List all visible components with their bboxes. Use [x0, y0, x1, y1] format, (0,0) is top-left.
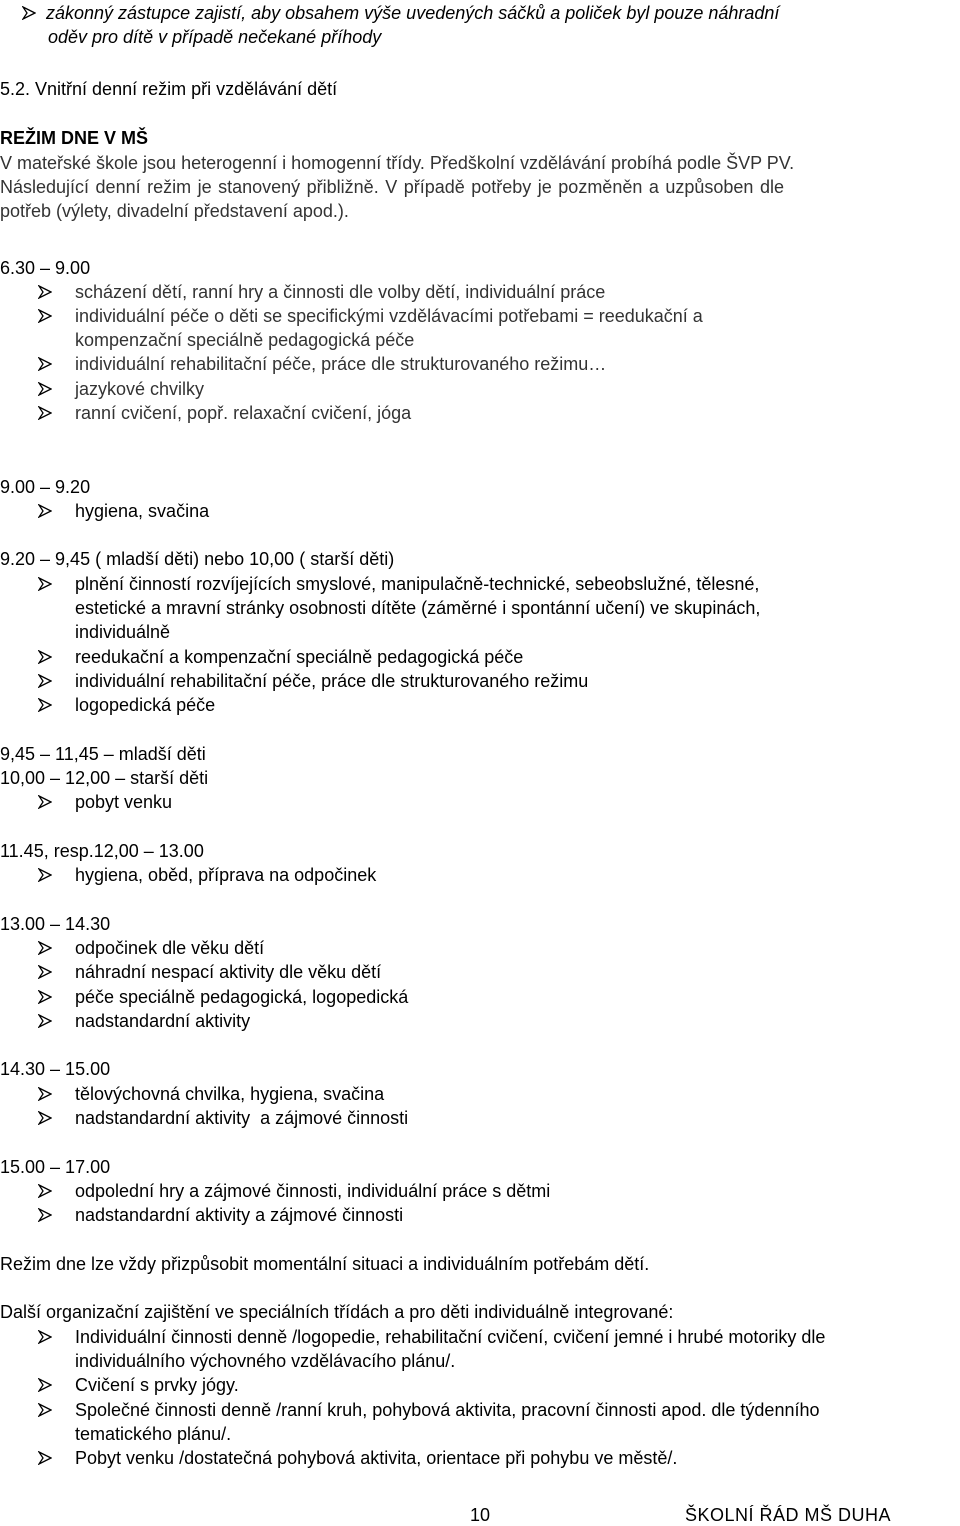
list-item: nadstandardní aktivity a zájmové činnosti: [75, 1205, 404, 1225]
list-item-cont: tematického plánu/.: [75, 1424, 232, 1444]
list-item: scházení dětí, ranní hry a činnosti dle volby dětí, individuální práce: [75, 282, 606, 302]
list-item: individuální rehabilitační péče, práce dle strukturovaného režimu: [75, 671, 589, 691]
list-item: nadstandardní aktivity: [75, 1011, 251, 1031]
bullet-arrow-icon: [38, 357, 52, 371]
list-item: individuální rehabilitační péče, práce dle strukturovaného režimu…: [75, 354, 607, 374]
bullet-arrow-icon: [38, 674, 52, 688]
list-item-cont: estetické a mravní stránky osobnosti dítěte (záměrné i spontánní učení) ve skupinách,: [75, 598, 761, 618]
bullet-arrow-icon: [22, 6, 36, 20]
list-item: hygiena, svačina: [75, 501, 210, 521]
list-item: náhradní nespací aktivity dle věku dětí: [75, 962, 382, 982]
bullet-arrow-icon: [38, 1014, 52, 1028]
time-9-20: 9.20 – 9,45 ( mladší děti) nebo 10,00 ( starší děti): [0, 549, 395, 569]
list-item: pobyt venku: [75, 792, 173, 812]
bullet-arrow-icon: [38, 406, 52, 420]
intro-line-2: Následující denní režim je stanovený přibližně. V případě potřeby je pozměněn a uzpůsoben dle: [0, 177, 784, 197]
list-item-cont: individuálně: [75, 622, 171, 642]
footer-title: ŠKOLNÍ ŘÁD MŠ DUHA: [685, 1505, 892, 1525]
time-13-00: 13.00 – 14.30: [0, 914, 111, 934]
list-item: logopedická péče: [75, 695, 216, 715]
time-14-30: 14.30 – 15.00: [0, 1059, 111, 1079]
top-bullet-line-1: zákonný zástupce zajistí, aby obsahem výše uvedených sáčků a poliček byl pouze náhradní: [46, 3, 780, 23]
time-6-30: 6.30 – 9.00: [0, 258, 91, 278]
bullet-arrow-icon: [38, 1208, 52, 1222]
bullet-arrow-icon: [38, 1330, 52, 1344]
time-9-00: 9.00 – 9.20: [0, 477, 91, 497]
bullet-arrow-icon: [38, 1403, 52, 1417]
list-item-cont: individuálního výchovného vzdělávacího plánu/.: [75, 1351, 456, 1371]
bullet-arrow-icon: [38, 698, 52, 712]
list-item: reedukační a kompenzační speciálně pedagogická péče: [75, 647, 524, 667]
section-heading: 5.2. Vnitřní denní režim při vzdělávání dětí: [0, 79, 338, 99]
list-item: nadstandardní aktivity a zájmové činnosti: [75, 1108, 409, 1128]
list-item: plnění činností rozvíjejících smyslové, manipulačně-technické, sebeobslužné, tělesné,: [75, 574, 760, 594]
list-item: péče speciálně pedagogická, logopedická: [75, 987, 409, 1007]
list-item: odpolední hry a zájmové činnosti, individuální práce s dětmi: [75, 1181, 551, 1201]
intro-line-3: potřeb (výlety, divadelní představení apod.).: [0, 201, 349, 221]
bullet-arrow-icon: [38, 1378, 52, 1392]
bullet-arrow-icon: [38, 965, 52, 979]
bullet-arrow-icon: [38, 1087, 52, 1101]
list-item: odpočinek dle věku dětí: [75, 938, 265, 958]
bullet-arrow-icon: [38, 309, 52, 323]
special-heading: Další organizační zajištění ve speciálních třídách a pro děti individuálně integrované:: [0, 1302, 674, 1322]
top-bullet-line-2: oděv pro dítě v případě nečekané příhody: [48, 27, 382, 47]
list-item-cont: kompenzační speciálně pedagogická péče: [75, 330, 415, 350]
bullet-arrow-icon: [38, 868, 52, 882]
time-15-00: 15.00 – 17.00: [0, 1157, 111, 1177]
list-item: jazykové chvilky: [75, 379, 205, 399]
bullet-arrow-icon: [38, 941, 52, 955]
list-item: ranní cvičení, popř. relaxační cvičení, jóga: [75, 403, 412, 423]
list-item: tělovýchovná chvilka, hygiena, svačina: [75, 1084, 385, 1104]
bullet-arrow-icon: [38, 1451, 52, 1465]
bullet-arrow-icon: [38, 285, 52, 299]
bullet-arrow-icon: [38, 1111, 52, 1125]
time-9-45: 9,45 – 11,45 – mladší děti: [0, 744, 206, 764]
closing-note: Režim dne lze vždy přizpůsobit momentální situaci a individuálním potřebám dětí.: [0, 1254, 650, 1274]
list-item: Společné činnosti denně /ranní kruh, pohybová aktivita, pracovní činnosti apod. dle týdenního: [75, 1400, 820, 1420]
list-item: Cvičení s prvky jógy.: [75, 1375, 239, 1395]
page-number: 10: [470, 1505, 491, 1525]
time-11-45: 11.45, resp.12,00 – 13.00: [0, 841, 204, 861]
bullet-arrow-icon: [38, 577, 52, 591]
section-subheading: REŽIM DNE V MŠ: [0, 128, 149, 148]
bullet-arrow-icon: [38, 1184, 52, 1198]
list-item: Individuální činnosti denně /logopedie, rehabilitační cvičení, cvičení jemné i hrubé motoriky dle: [75, 1327, 826, 1347]
list-item: individuální péče o děti se specifickými vzdělávacími potřebami = reedukační a: [75, 306, 703, 326]
bullet-arrow-icon: [38, 990, 52, 1004]
bullet-arrow-icon: [38, 504, 52, 518]
time-10-00: 10,00 – 12,00 – starší děti: [0, 768, 209, 788]
bullet-arrow-icon: [38, 795, 52, 809]
intro-line-1: V mateřské škole jsou heterogenní i homogenní třídy. Předškolní vzdělávání probíhá podle ŠVP PV.: [0, 153, 795, 173]
list-item: Pobyt venku /dostatečná pohybová aktivita, orientace při pohybu ve městě/.: [75, 1448, 678, 1468]
list-item: hygiena, oběd, příprava na odpočinek: [75, 865, 377, 885]
bullet-arrow-icon: [38, 650, 52, 664]
bullet-arrow-icon: [38, 382, 52, 396]
